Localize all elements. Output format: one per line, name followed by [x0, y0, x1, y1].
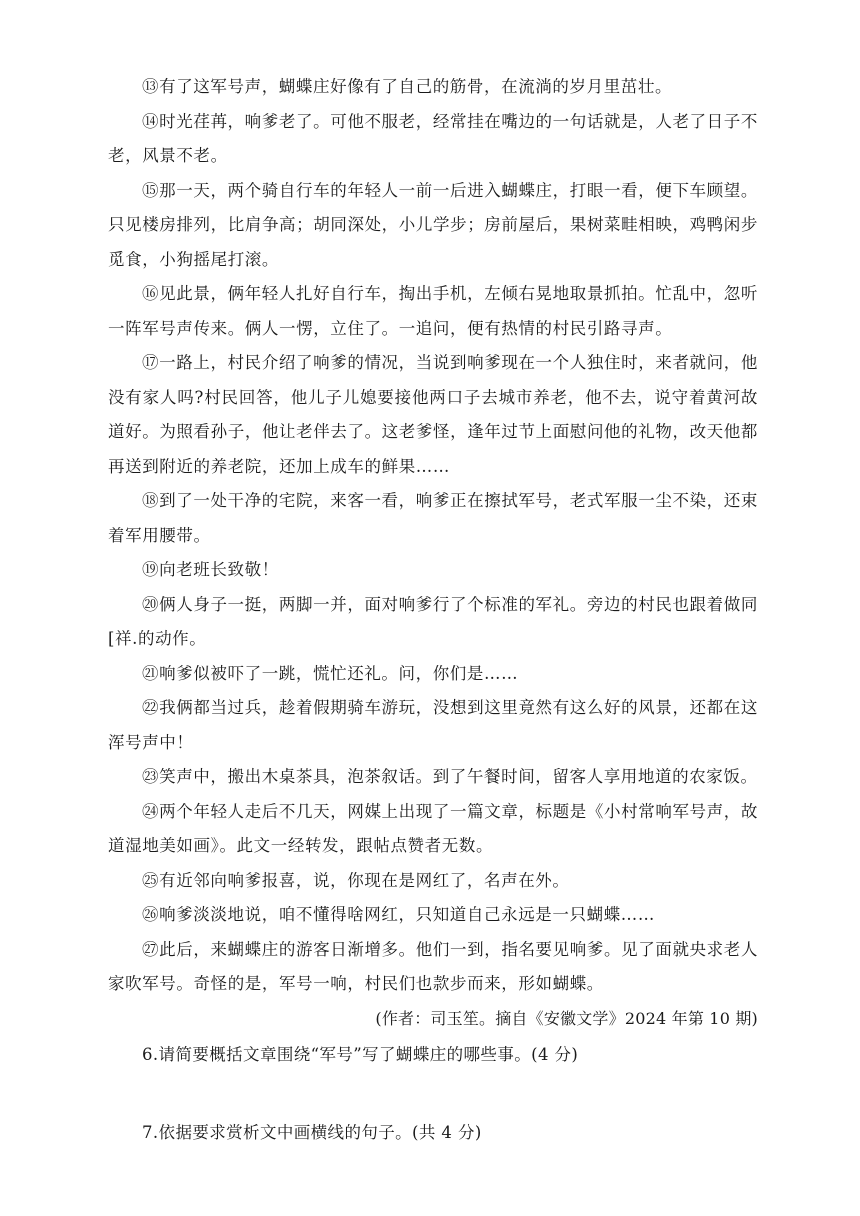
paragraph-13: ⑬有了这军号声，蝴蝶庄好像有了自己的筋骨，在流淌的岁月里茁壮。 — [142, 77, 673, 96]
paragraph-23: ㉓笑声中，搬出木桌茶具，泡茶叙话。到了午餐时间，留客人享用地道的农家饭。 — [142, 767, 758, 786]
paragraph-20: ⑳俩人身子一挺，两脚一并，面对响爹行了个标准的军礼。旁边的村民也跟着做同[祥.的动作。 — [108, 594, 758, 648]
paragraph-26: ㉖响爹淡淡地说，咱不懂得啥网红，只知道自己永远是一只蝴蝶…… — [142, 905, 655, 924]
paragraph-14: ⑭时光荏苒，响爹老了。可他不服老，经常挂在嘴边的一句话就是，人老了日子不老，风景不老。 — [108, 111, 758, 165]
paragraph-25: ㉕有近邻向响爹报喜，说，你现在是网红了，名声在外。 — [142, 870, 570, 890]
paragraph-19: ⑲向老班长致敬！ — [142, 560, 279, 579]
paragraph-16: ⑯见此景，俩年轻人扎好自行车，掏出手机，左倾右晃地取景抓拍。忙乱中，忽听一阵军号声传来。俩人一愣，立住了。一追问，便有热情的村民引路寻声。 — [108, 284, 758, 338]
document-page — [108, 70, 758, 1150]
paragraph-18: ⑱到了一处干净的宅院，来客一看，响爹正在擦拭军号，老式军服一尘不染，还束着军用腰带。 — [108, 491, 758, 545]
paragraph-17: ⑰一路上，村民介绍了响爹的情况，当说到响爹现在一个人独住时，来者就问，他没有家人吗?村民回答，他儿子儿媳要接他两口子去城市养老，他不去，说守着黄河故道好。为照看孙子，他让老伴去了。这老爹怪，逢年过节上面慰问他的礼物，改天他都再送到附近的养老院，还加上成车的鲜果…… — [108, 353, 758, 476]
question-6: 6.请简要概括文章围绕“军号”写了蝴蝶庄的哪些事。(4 分) — [142, 1044, 579, 1064]
question-7: 7.依据要求赏析文中画横线的句子。(共 4 分) — [142, 1122, 482, 1142]
source-citation: (作者：司玉笙。摘自《安徽文学》2024 年第 10 期) — [375, 1008, 758, 1028]
paragraph-27: ㉗此后，来蝴蝶庄的游客日渐增多。他们一到，指名要见响爹。见了面就央求老人家吹军号。奇怪的是，军号一响，村民们也款步而来，形如蝴蝶。 — [108, 939, 758, 993]
paragraph-24: ㉔两个年轻人走后不几天，网媒上出现了一篇文章，标题是《小村常响军号声，故道湿地美如画》。此文一经转发，跟帖点赞者无数。 — [108, 801, 758, 855]
paragraph-22: ㉒我俩都当过兵，趁着假期骑车游玩，没想到这里竟然有这么好的风景，还都在这浑号声中！ — [108, 698, 758, 752]
paragraph-15: ⑮那一天，两个骑自行车的年轻人一前一后进入蝴蝶庄，打眼一看，便下车顾望。只见楼房排列，比肩争高；胡同深处，小儿学步；房前屋后，果树菜畦相映，鸡鸭闲步觅食，小狗摇尾打滚。 — [108, 180, 758, 269]
paragraph-21: ㉑响爹似被吓了一跳，慌忙还礼。问，你们是…… — [142, 663, 519, 683]
